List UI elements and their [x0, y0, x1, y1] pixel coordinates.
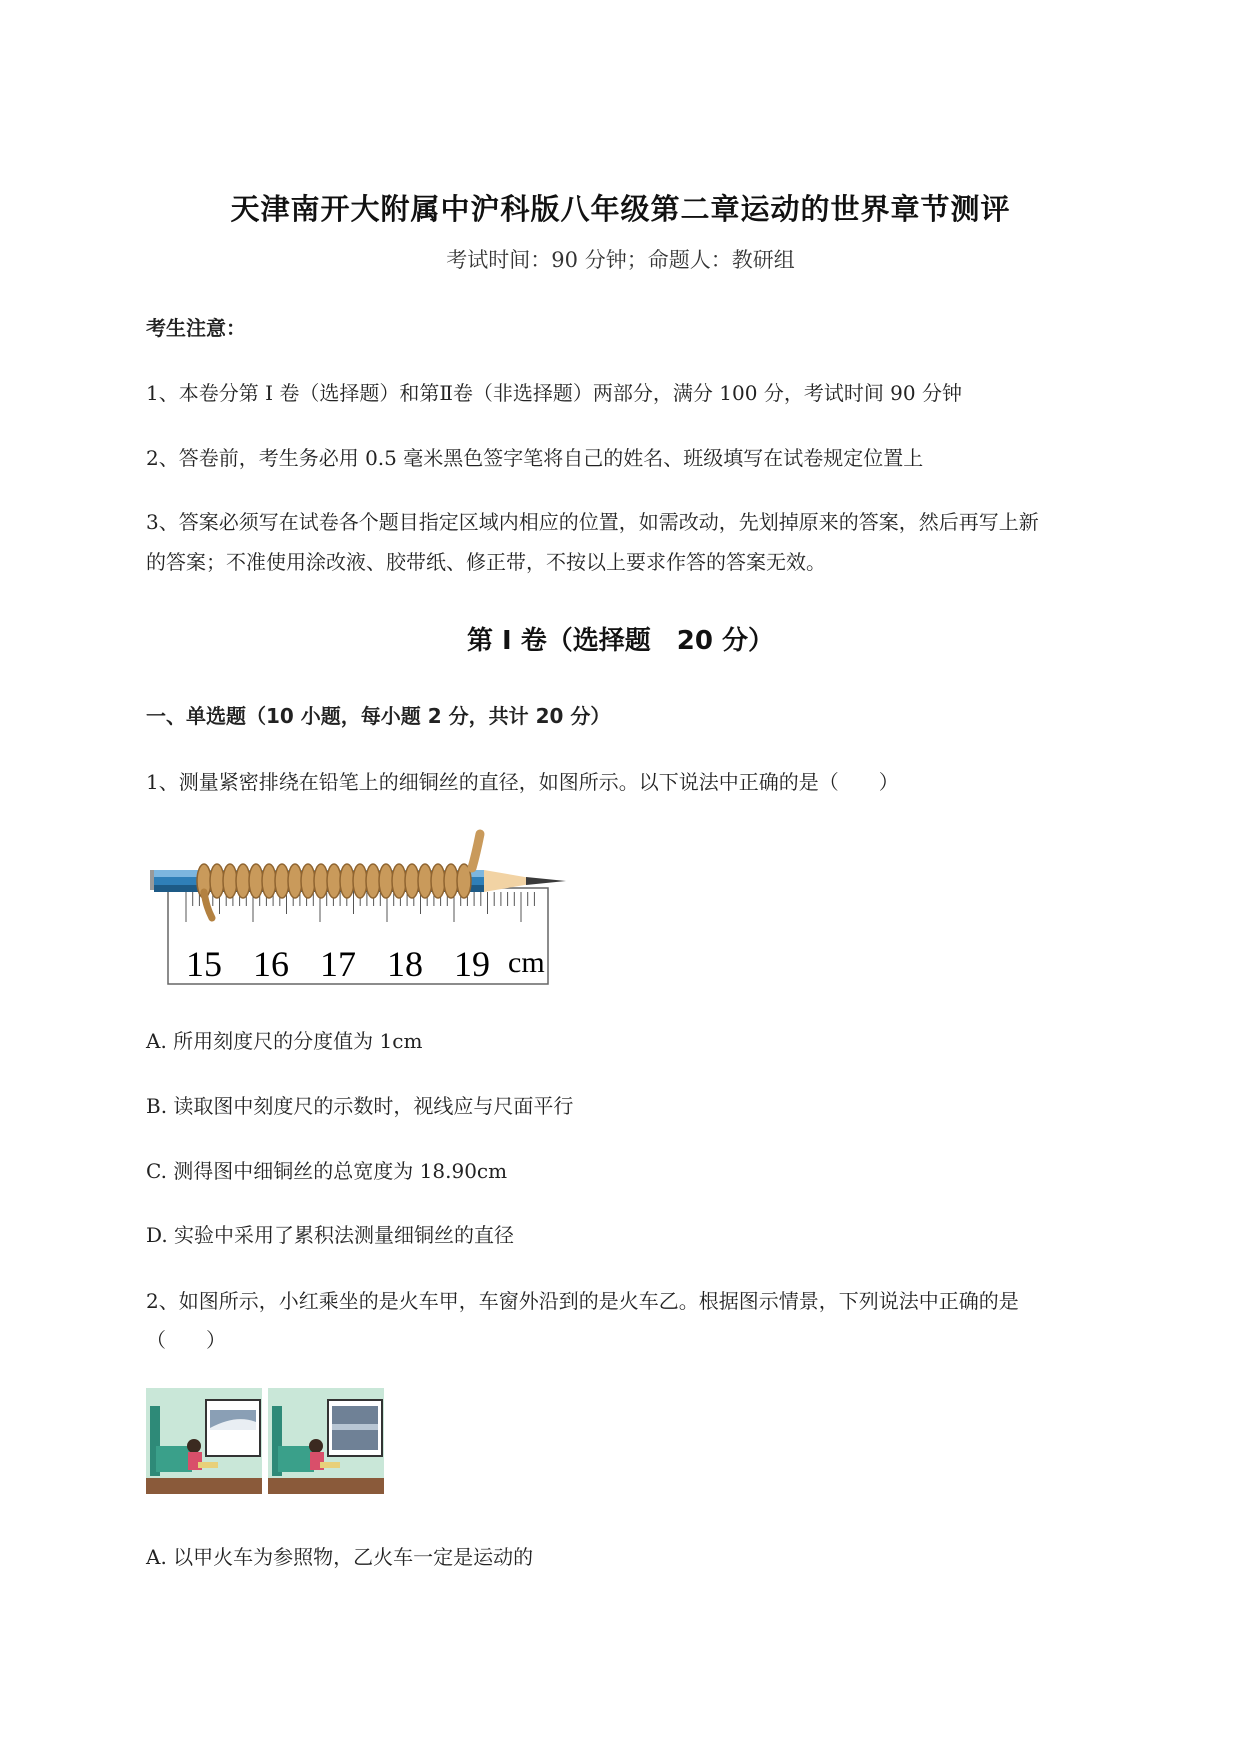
coil-turn — [392, 864, 406, 898]
question-2-stem: 2、如图所示，小红乘坐的是火车甲，车窗外沿到的是火车乙。根据图示情景，下列说法中正确的是 — [146, 1289, 1019, 1313]
ruler-label: 16 — [253, 944, 289, 984]
part-title: 一、单选题（10 小题，每小题 2 分，共计 20 分） — [146, 704, 611, 728]
train-scene-right — [268, 1388, 384, 1494]
coil-turn — [262, 864, 276, 898]
coil-turn — [275, 864, 289, 898]
ruler-label: 18 — [387, 944, 423, 984]
coil-turn — [405, 864, 419, 898]
question-1-option: D. 实验中采用了累积法测量细铜丝的直径 — [146, 1223, 515, 1247]
ruler-unit: cm — [508, 946, 545, 979]
coil-turn — [288, 864, 302, 898]
question-2-stem-paren: （ ） — [146, 1328, 226, 1352]
coil-turn — [366, 864, 380, 898]
question-1-option: A. 所用刻度尺的分度值为 1cm — [146, 1029, 423, 1053]
notice-heading: 考生注意： — [146, 316, 246, 340]
coil-turn — [223, 864, 237, 898]
pencil-ruler-figure — [146, 826, 576, 986]
coil-turn — [236, 864, 250, 898]
coil-turn — [249, 864, 263, 898]
coil-turn — [210, 864, 224, 898]
coil-turn — [431, 864, 445, 898]
ruler-label: 17 — [320, 944, 356, 984]
question-2-option: A. 以甲火车为参照物，乙火车一定是运动的 — [146, 1545, 534, 1569]
copper-coil — [197, 864, 471, 898]
coil-turn — [314, 864, 328, 898]
notice-item: 2、答卷前，考生务必用 0.5 毫米黑色签字笔将自己的姓名、班级填写在试卷规定位置上 — [146, 446, 924, 470]
question-1-option: B. 读取图中刻度尺的示数时，视线应与尺面平行 — [146, 1094, 574, 1118]
notice-item: 1、本卷分第 I 卷（选择题）和第Ⅱ卷（非选择题）两部分，满分 100 分，考试时间 90 分钟 — [146, 381, 962, 405]
ruler-label: 15 — [186, 944, 222, 984]
exam-title: 天津南开大附属中沪科版八年级第二章运动的世界章节测评 — [230, 192, 1011, 226]
coil-turn — [340, 864, 354, 898]
coil-turn — [353, 864, 367, 898]
notice-item: 的答案；不准使用涂改液、胶带纸、修正带，不按以上要求作答的答案无效。 — [146, 550, 826, 574]
ruler-label: 19 — [454, 944, 490, 984]
train-scene-left — [146, 1388, 262, 1494]
exam-subtitle: 考试时间：90 分钟；命题人：教研组 — [446, 248, 795, 272]
copper-wire-end — [472, 834, 480, 868]
question-1-option: C. 测得图中细铜丝的总宽度为 18.90cm — [146, 1159, 508, 1183]
question-1-stem: 1、测量紧密排绕在铅笔上的细铜丝的直径，如图所示。以下说法中正确的是（ ） — [146, 770, 899, 794]
coil-turn — [301, 864, 315, 898]
train-window-figure — [146, 1388, 386, 1494]
coil-turn — [444, 864, 458, 898]
section-title: 第 I 卷（选择题 20 分） — [466, 626, 774, 656]
notice-item: 3、答案必须写在试卷各个题目指定区域内相应的位置，如需改动，先划掉原来的答案，然后再写上新 — [146, 510, 1039, 534]
coil-turn — [379, 864, 393, 898]
coil-turn — [418, 864, 432, 898]
coil-turn — [327, 864, 341, 898]
